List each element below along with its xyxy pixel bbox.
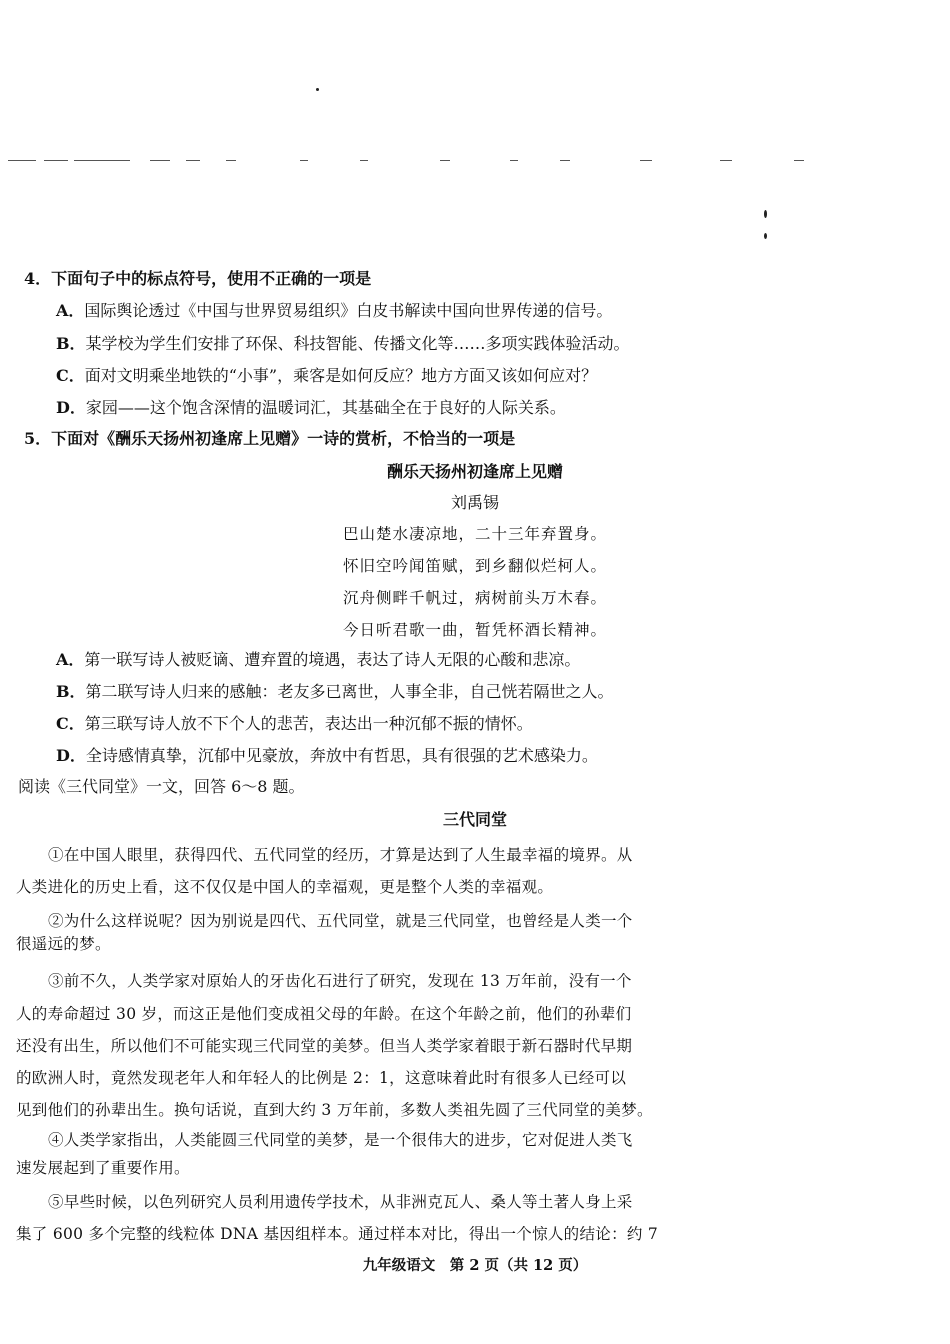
question-5-stem: 5．下面对《酬乐天扬州初逢席上见赠》一诗的赏析，不恰当的一项是 [24, 429, 516, 448]
paragraph-line: 见到他们的孙辈出生。换句话说，直到大约 3 万年前，多数人类祖先圆了三代同堂的美梦。 [16, 1101, 653, 1119]
paragraph-line: 还没有出生，所以他们不可能实现三代同堂的美梦。但当人类学家着眼于新石器时代早期 [16, 1037, 633, 1055]
paragraph-line: ③前不久，人类学家对原始人的牙齿化石进行了研究，发现在 13 万年前，没有一个 [48, 972, 632, 990]
paragraph-line: ④人类学家指出，人类能圆三代同堂的美梦，是一个很伟大的进步，它对促进人类飞 [48, 1131, 633, 1149]
scan-speck [316, 88, 319, 91]
question-4-option-b: B．某学校为学生们安排了环保、科技智能、传播文化等……多项实践体验活动。 [56, 334, 630, 353]
question-5-option-d: D．全诗感情真挚，沉郁中见豪放，奔放中有哲思，具有很强的艺术感染力。 [56, 746, 598, 765]
poem-line: 今日听君歌一曲，暂凭杯酒长精神。 [342, 621, 607, 639]
paragraph-line: ⑤早些时候，以色列研究人员利用遗传学技术，从非洲克瓦人、桑人等土著人身上采 [48, 1193, 633, 1211]
reading-instruction: 阅读《三代同堂》一文，回答 6～8 题。 [18, 777, 305, 796]
question-5-option-c: C．第三联写诗人放不下个人的悲苦，表达出一种沉郁不振的情怀。 [56, 714, 533, 733]
page-footer: 九年级语文 第 2 页（共 12 页） [362, 1257, 588, 1274]
question-4-option-a: A．国际舆论透过《中国与世界贸易组织》白皮书解读中国向世界传递的信号。 [56, 301, 613, 320]
paragraph-line: 很遥远的梦。 [16, 935, 111, 953]
scan-speck [764, 210, 767, 218]
paragraph-line: 集了 600 多个完整的线粒体 DNA 基因组样本。通过样本对比，得出一个惊人的结论：约 7 [16, 1225, 659, 1243]
paragraph-line: 的欧洲人时，竟然发现老年人和年轻人的比例是 2：1，这意味着此时有很多人已经可以 [16, 1069, 627, 1087]
scan-artifact-line [0, 160, 950, 166]
poem-line: 怀旧空吟闻笛赋，到乡翻似烂柯人。 [342, 557, 607, 575]
question-5-option-b: B．第二联写诗人归来的感触：老友多已离世，人事全非，自己恍若隔世之人。 [56, 682, 614, 701]
paragraph-line: 速发展起到了重要作用。 [16, 1159, 190, 1177]
question-4-stem: 4．下面句子中的标点符号，使用不正确的一项是 [24, 269, 372, 288]
poem-title: 酬乐天扬州初逢席上见赠 [386, 462, 563, 481]
paragraph-line: ①在中国人眼里，获得四代、五代同堂的经历，才算是达到了人生最幸福的境界。从 [48, 846, 633, 864]
poem-line: 巴山楚水凄凉地，二十三年弃置身。 [342, 525, 607, 543]
poem-line: 沉舟侧畔千帆过，病树前头万木春。 [342, 589, 607, 607]
question-4-option-d: D．家园——这个饱含深情的温暖词汇，其基础全在于良好的人际关系。 [56, 398, 566, 417]
paragraph-line: 人类进化的历史上看，这不仅仅是中国人的幸福观，更是整个人类的幸福观。 [16, 878, 554, 896]
question-4-option-c: C．面对文明乘坐地铁的“小事”，乘客是如何反应？地方方面又该如何应对？ [56, 366, 598, 385]
scan-speck [764, 233, 767, 239]
paragraph-line: ②为什么这样说呢？因为别说是四代、五代同堂，就是三代同堂，也曾经是人类一个 [48, 912, 633, 930]
essay-title: 三代同堂 [442, 810, 507, 829]
question-5-option-a: A．第一联写诗人被贬谪、遭弃置的境遇，表达了诗人无限的心酸和悲凉。 [56, 650, 581, 669]
paragraph-line: 人的寿命超过 30 岁，而这正是他们变成祖父母的年龄。在这个年龄之前，他们的孙辈们 [16, 1005, 632, 1023]
poem-author: 刘禹锡 [450, 493, 499, 512]
